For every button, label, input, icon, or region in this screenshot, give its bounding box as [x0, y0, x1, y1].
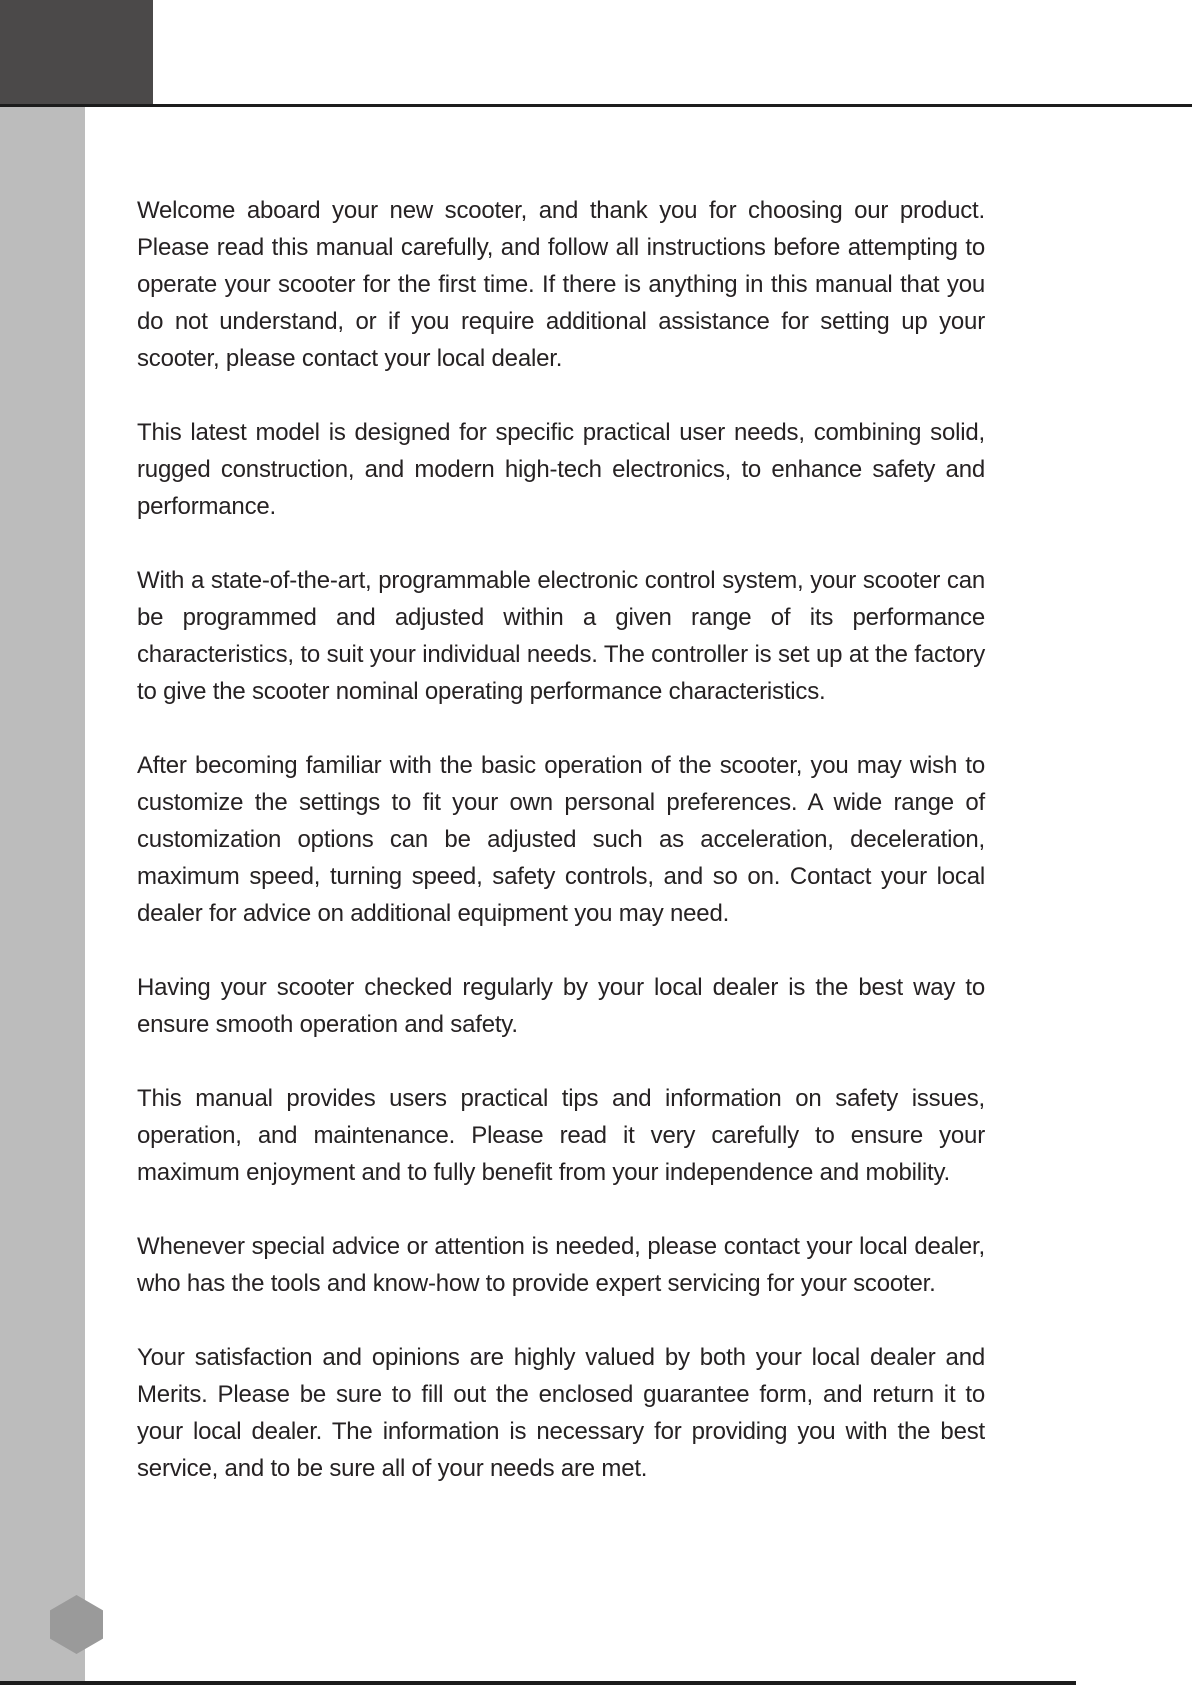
bottom-horizontal-rule [0, 1681, 1076, 1685]
body-text [137, 192, 985, 1524]
top-horizontal-rule [0, 104, 1192, 107]
paragraph: Your satisfaction and opinions are highly valued by both your local dealer and Merits. Please be sure to fill out the enclosed guarantee form, and return it to your local dealer. The information is necessary for providing you with the best service, and to be sure all of your needs are met. [137, 1344, 985, 1482]
paragraph: After becoming familiar with the basic operation of the scooter, you may wish to customize the settings to fit your own personal preferences. A wide range of customization options can be adjusted such as acceleration, deceleration, maximum speed, turning speed, safety controls, and so on. Contact your local dealer for advice on additional equipment you may need. [137, 752, 985, 927]
paragraph: This latest model is designed for specific practical user needs, combining solid, rugged construction, and modern high-tech electronics, to enhance safety and performance. [137, 419, 985, 520]
header-corner-block [0, 0, 153, 104]
paragraph: This manual provides users practical tips and information on safety issues, operation, and maintenance. Please read it very carefully to ensure your maximum enjoyment and to fully benefit from your independence and mobility. [137, 1085, 985, 1186]
paragraph: Having your scooter checked regularly by your local dealer is the best way to ensure smooth operation and safety. [137, 974, 985, 1038]
paragraph: Welcome aboard your new scooter, and thank you for choosing our product. Please read this manual carefully, and follow all instructions before attempting to operate your scooter for the first time. If there is anything in this manual that you do not understand, or if you require additional assistance for setting up your scooter, please contact your local dealer. [137, 197, 985, 372]
paragraph: Whenever special advice or attention is needed, please contact your local dealer, who has the tools and know-how to provide expert servicing for your scooter. [137, 1233, 985, 1297]
left-margin-bar [0, 107, 85, 1681]
paragraph: With a state-of-the-art, programmable electronic control system, your scooter can be programmed and adjusted within a given range of its performance characteristics, to suit your individual needs. The controller is set up at the factory to give the scooter nominal operating performance characteristics. [137, 567, 985, 705]
